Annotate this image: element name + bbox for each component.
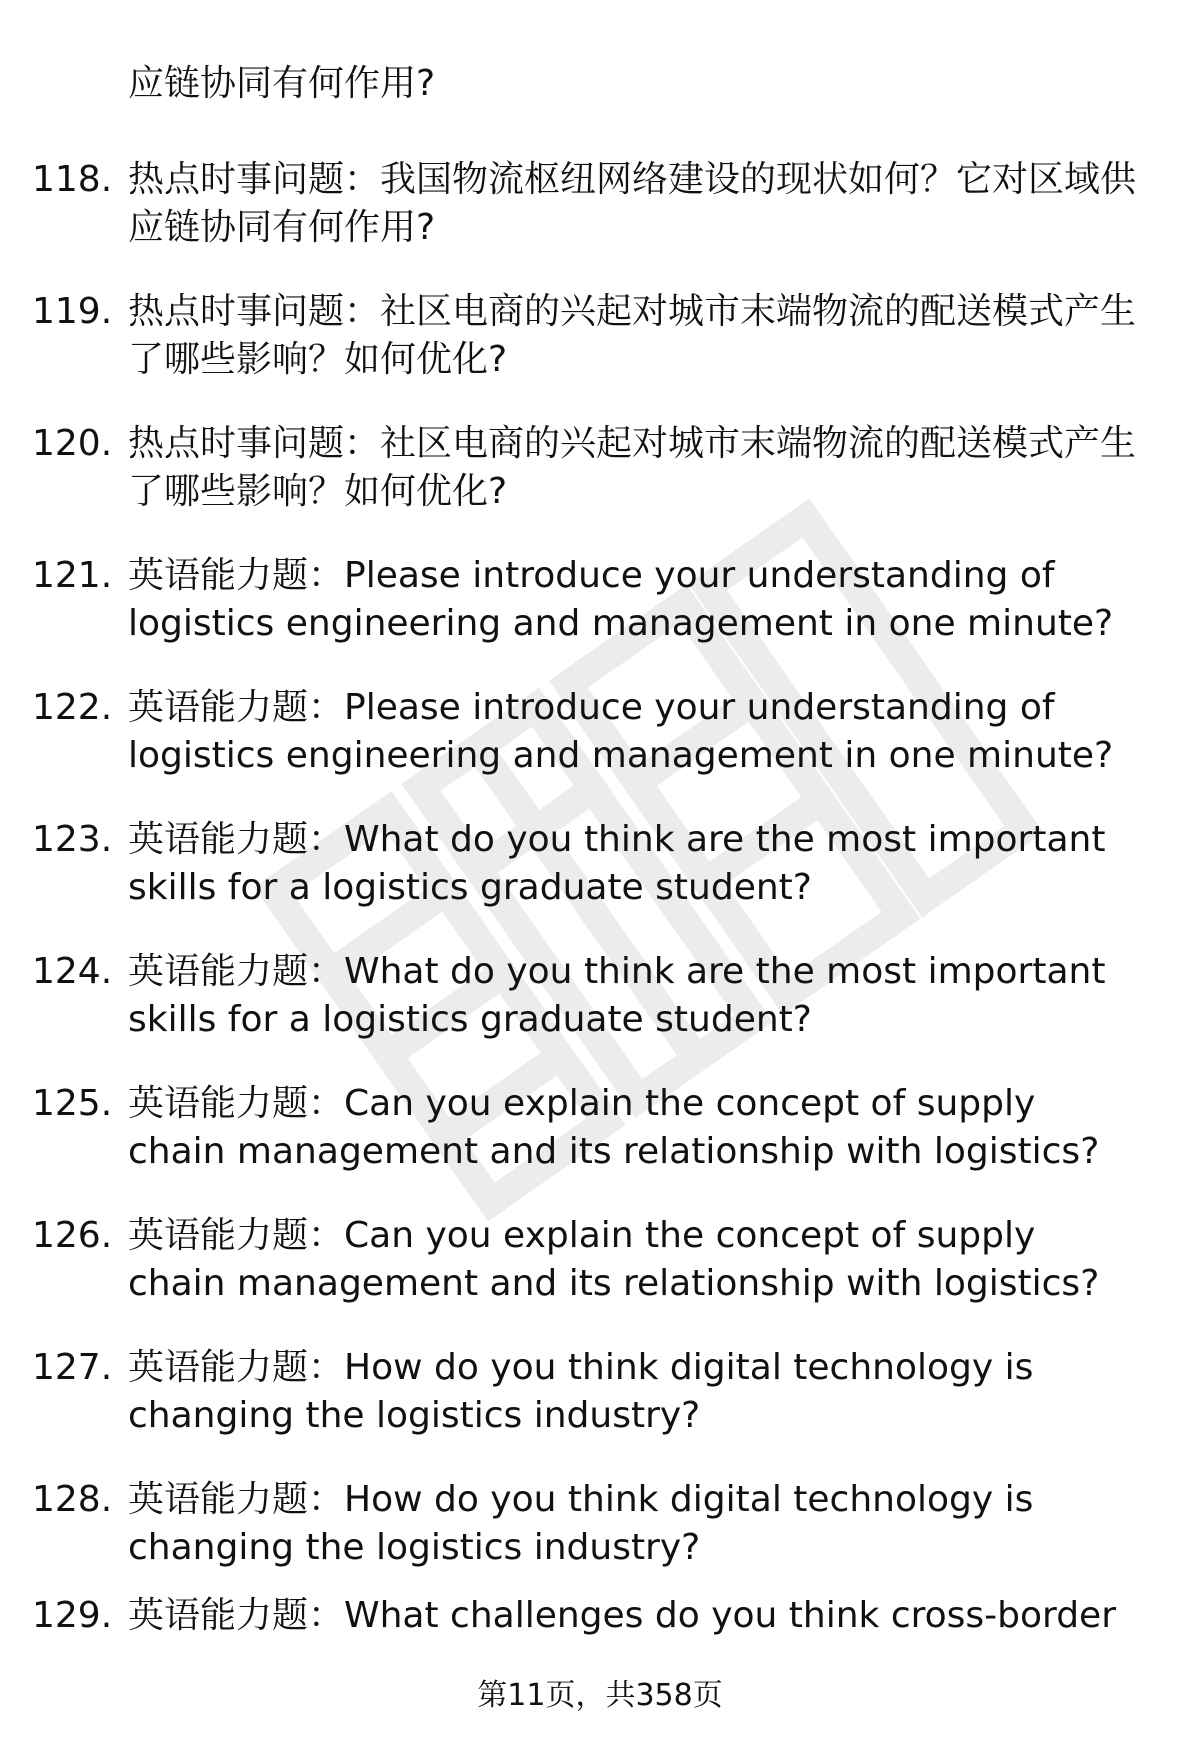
item-text: 英语能力题：What challenges do you think cross-border	[128, 1595, 1116, 1636]
item-text: 英语能力题：Please introduce your understanding of logistics engineering and management in one minute?	[128, 555, 1114, 644]
continued-question-text: 应链协同有何作用?	[128, 63, 436, 104]
page-footer: 第11页，共358页	[477, 1678, 723, 1713]
item-number: 119.	[32, 291, 113, 332]
item-text: 英语能力题：How do you think digital technology is changing the logistics industry?	[128, 1347, 1034, 1436]
item-number: 128.	[32, 1479, 113, 1520]
item-text: 英语能力题：How do you think digital technology is changing the logistics industry?	[128, 1479, 1034, 1568]
item-number: 126.	[32, 1215, 113, 1256]
item-text: 热点时事问题：我国物流枢纽网络建设的现状如何？它对区域供应链协同有何作用?	[128, 159, 1137, 248]
item-number: 122.	[32, 687, 113, 728]
item-text: 英语能力题：Can you explain the concept of supply chain management and its relationship with logistics?	[128, 1215, 1100, 1304]
item-text: 英语能力题：Please introduce your understanding of logistics engineering and management in one minute?	[128, 687, 1114, 776]
item-number: 124.	[32, 951, 113, 992]
item-number: 127.	[32, 1347, 113, 1388]
item-number: 121.	[32, 555, 113, 596]
item-number: 125.	[32, 1083, 113, 1124]
item-number: 129.	[32, 1595, 113, 1636]
item-text: 英语能力题：What do you think are the most important skills for a logistics graduate student?	[128, 951, 1106, 1040]
item-number: 118.	[32, 159, 113, 200]
item-text: 英语能力题：What do you think are the most important skills for a logistics graduate student?	[128, 819, 1106, 908]
item-number: 120.	[32, 423, 113, 464]
item-text: 热点时事问题：社区电商的兴起对城市末端物流的配送模式产生了哪些影响？如何优化?	[128, 291, 1137, 380]
item-number: 123.	[32, 819, 113, 860]
item-text: 英语能力题：Can you explain the concept of supply chain management and its relationship with logistics?	[128, 1083, 1100, 1172]
item-text: 热点时事问题：社区电商的兴起对城市末端物流的配送模式产生了哪些影响？如何优化?	[128, 423, 1137, 512]
